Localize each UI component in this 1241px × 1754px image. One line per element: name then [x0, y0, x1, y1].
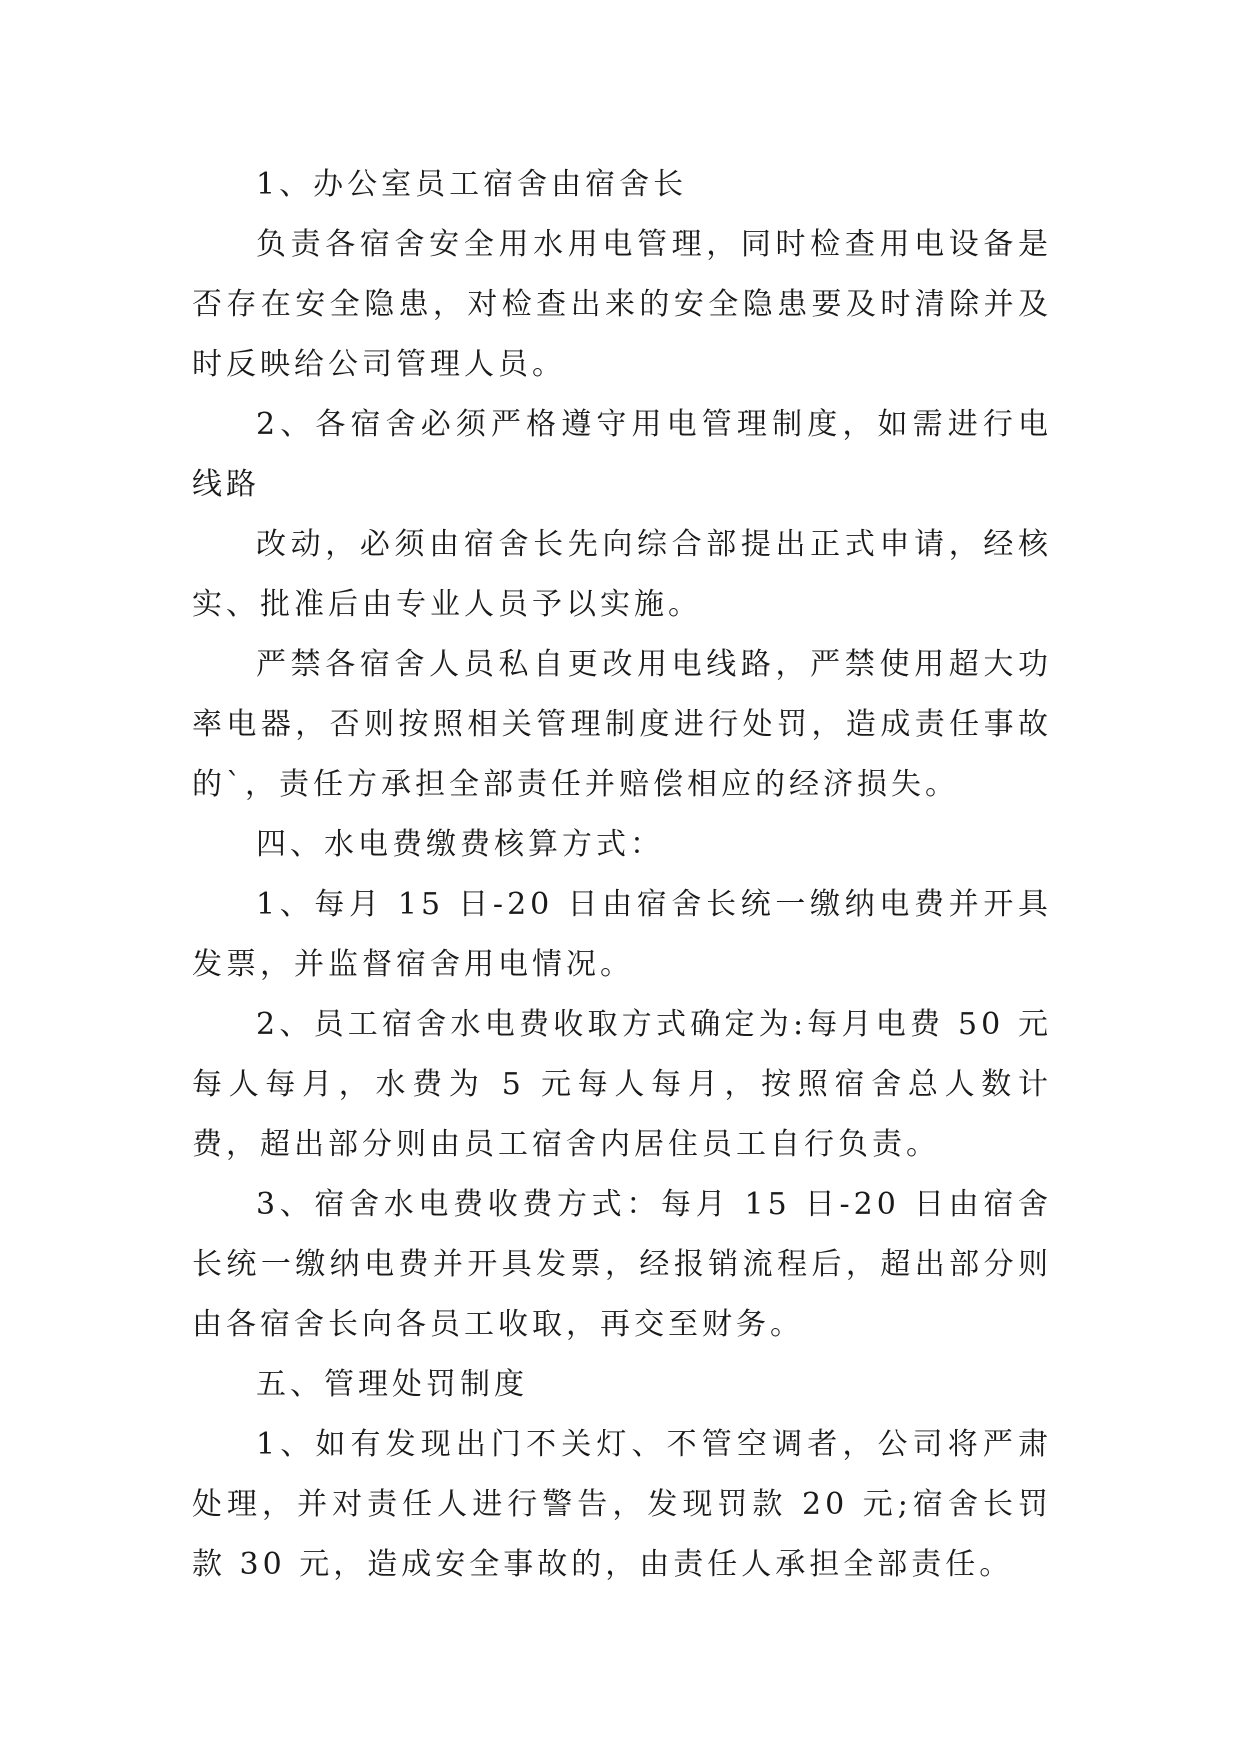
paragraph-8: 2、员工宿舍水电费收取方式确定为:每月电费 50 元每人每月，水费为 5 元每人每月，按照宿舍总人数计费，超出部分则由员工宿舍内居住员工自行负责。 [192, 1007, 1052, 1162]
paragraph-7: 1、每月 15 日-20 日由宿舍长统一缴纳电费并开具发票，并监督宿舍用电情况。 [192, 887, 1052, 982]
paragraph-2: 负责各宿舍安全用水用电管理，同时检查用电设备是否存在安全隐患，对检查出来的安全隐患要及时清除并及时反映给公司管理人员。 [192, 227, 1052, 382]
document-body [192, 155, 1052, 1595]
paragraph-3: 2、各宿舍必须严格遵守用电管理制度，如需进行电线路 [192, 407, 1052, 502]
section-heading-5: 五、管理处罚制度 [256, 1367, 528, 1402]
paragraph-11: 1、如有发现出门不关灯、不管空调者，公司将严肃处理，并对责任人进行警告，发现罚款 20 元;宿舍长罚款 30 元，造成安全事故的，由责任人承担全部责任。 [192, 1427, 1052, 1582]
paragraph-9: 3、宿舍水电费收费方式：每月 15 日-20 日由宿舍长统一缴纳电费并开具发票，经报销流程后，超出部分则由各宿舍长向各员工收取，再交至财务。 [192, 1187, 1052, 1342]
paragraph-5: 严禁各宿舍人员私自更改用电线路，严禁使用超大功率电器，否则按照相关管理制度进行处罚，造成责任事故的`，责任方承担全部责任并赔偿相应的经济损失。 [192, 647, 1052, 802]
section-heading-4: 四、水电费缴费核算方式： [256, 827, 664, 862]
paragraph-1: 1、办公室员工宿舍由宿舍长 [256, 167, 688, 202]
paragraph-4: 改动，必须由宿舍长先向综合部提出正式申请，经核实、批准后由专业人员予以实施。 [192, 527, 1052, 622]
